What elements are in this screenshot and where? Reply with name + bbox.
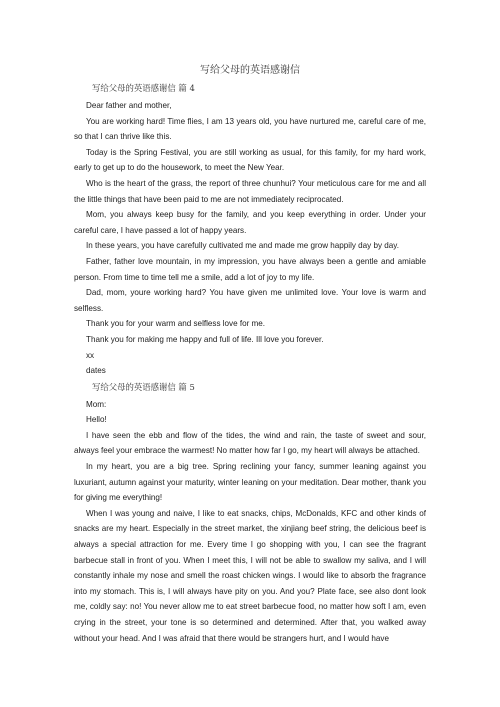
section-heading-5: 写给父母的英语感谢信 篇 5 (92, 381, 195, 392)
salutation: Dear father and mother, (86, 101, 172, 110)
section-heading-4: 写给父母的英语感谢信 篇 4 (92, 83, 195, 93)
paragraph: When I was young and naive, I like to eat snacks, chips, McDonalds, KFC and other kinds of snacks are my heart. Especially in the street market, the xinjiang beef string, the delicious beef is always a special attraction for me. Every time I go shopping with you, I can see the fragrant barbecue stall in front of you. When I meet this, I will not be able to swallow my saliva, and I will constantly inhale my nose and smell the roast chicken wings. I would like to absorb the fragrance into my stomach. This is, I will always have pity on you. And you? Plate face, see also dont look me, coldly say: no! You never allow me to eat street barbecue food, no matter how soft I am, even crying in the street, your tone is so determined and determined. After that, you walked away without your head. And I was afraid that there would be strangers hurt, and I would have (74, 508, 426, 643)
document-body (74, 80, 426, 646)
paragraph: You are working hard! Time flies, I am 13 years old, you have nurtured me, careful care of me, so that I can thrive like this. (74, 116, 426, 142)
paragraph: Who is the heart of the grass, the report of three chunhui? Your meticulous care for me and all the little things that have been paid to me are not immediately reciprocated. (74, 178, 426, 204)
paragraph: Thank you for making me happy and full of life. Ill love you forever. (86, 334, 324, 344)
paragraph: Father, father love mountain, in my impression, you have always been a gentle and amiable person. From time to time tell me a smile, add a lot of joy to my life. (74, 256, 426, 282)
paragraph: In these years, you have carefully cultivated me and made me grow happily day by day. (86, 241, 399, 251)
paragraph: Thank you for your warm and selfless love for me. (86, 319, 266, 329)
paragraph: Dad, mom, youre working hard? You have given me unlimited love. Your love is warm and selfless. (74, 288, 426, 313)
paragraph: Mom, you always keep busy for the family, and you keep everything in order. Under your careful care, I have passed a lot of happy years. (74, 210, 426, 235)
salutation: Mom: (86, 399, 107, 409)
document-title: 写给父母的英语感谢信 (200, 65, 300, 76)
paragraph: Today is the Spring Festival, you are still working as usual, for this family, for my hard work, early to get up to do the housework, to meet the New Year. (74, 147, 426, 173)
signature: xx (86, 350, 95, 360)
date-line: dates (86, 366, 106, 376)
greeting: Hello! (86, 415, 107, 425)
paragraph: In my heart, you are a big tree. Spring reclining your fancy, summer leaning against you luxuriant, autumn against your maturity, winter leaning on your meditation. Dear mother, thank you for giving me everything! (74, 462, 426, 503)
paragraph: I have seen the ebb and flow of the tides, the wind and rain, the taste of sweet and sour, always feel your embrace the warmest! No matter how far I go, my heart will always be attached. (74, 430, 426, 456)
